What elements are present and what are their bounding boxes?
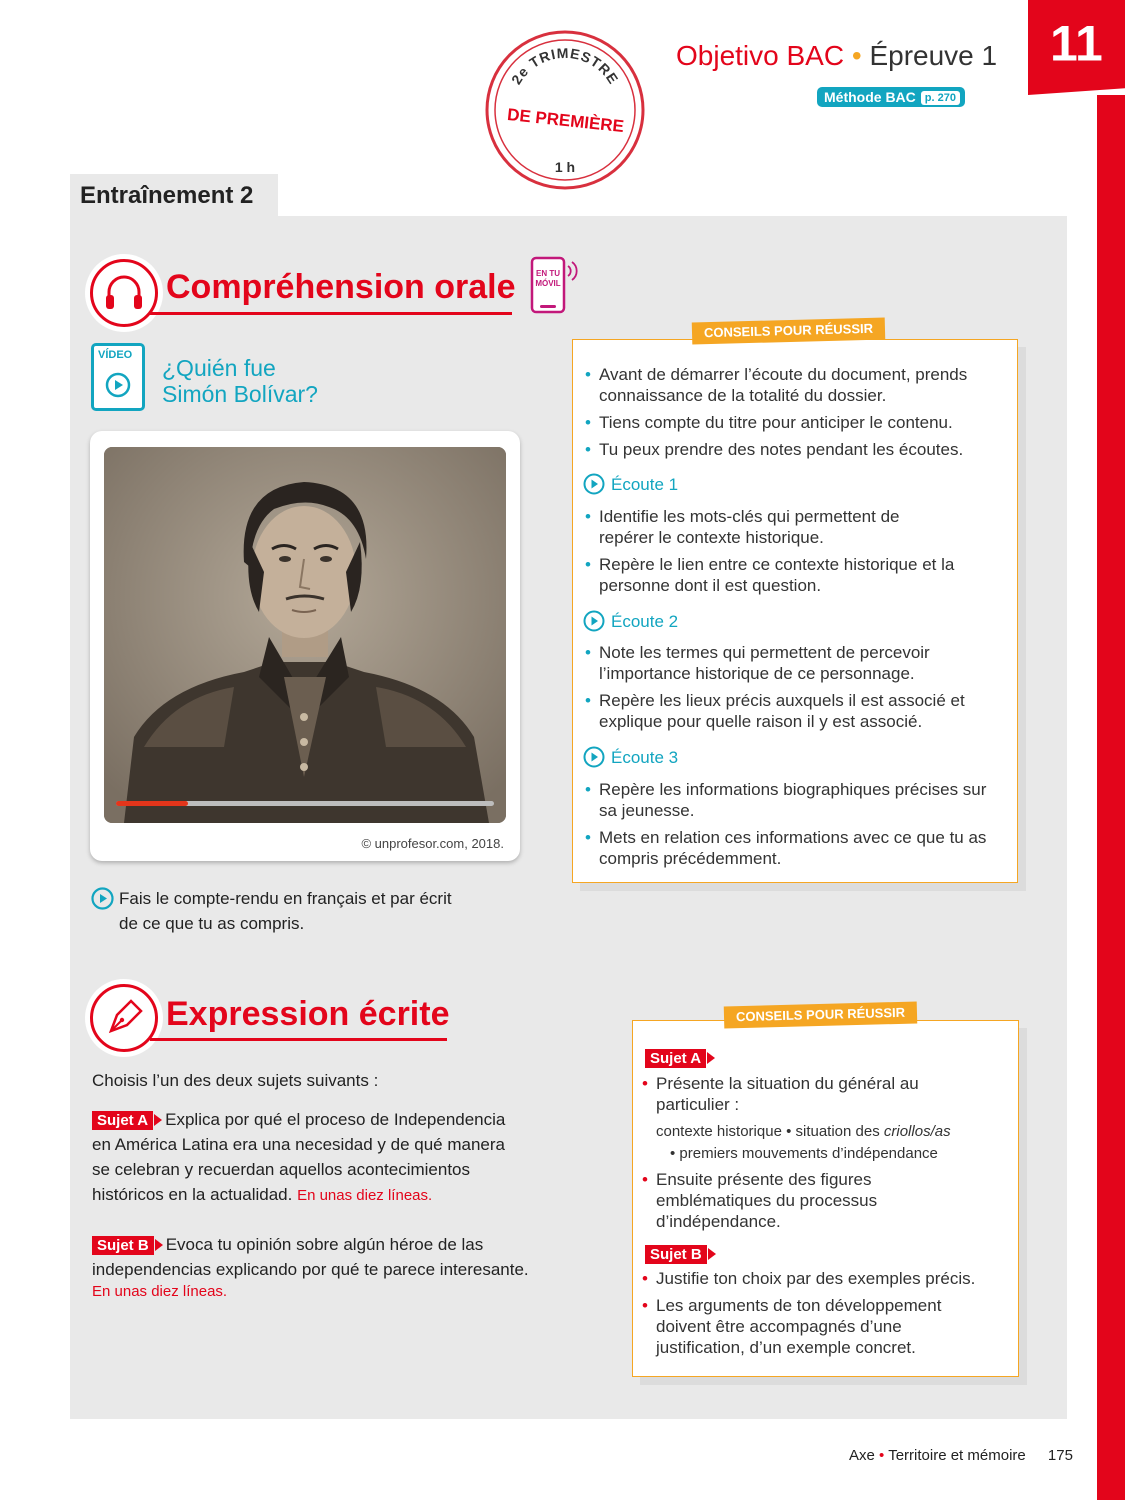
- chapter-side-bar: [1097, 95, 1125, 1500]
- photo-credit: © unprofesor.com, 2018.: [361, 836, 504, 851]
- conseils-tag: CONSEILS POUR RÉUSSIR: [692, 317, 886, 344]
- expression-title: Expression écrite: [166, 995, 450, 1033]
- svg-text:MÓVIL: MÓVIL: [535, 279, 561, 288]
- sujet-b-text: Sujet B Evoca tu opinión sobre algún héroe de las independencias explicando por qué te parece interesante. En unas diez líneas.: [92, 1232, 582, 1302]
- pen-nib-icon: [90, 984, 158, 1052]
- svg-text:2e TRIMESTRE: [508, 45, 622, 87]
- trimestre-stamp: [483, 28, 647, 192]
- entrainement-tab: Entraînement 2: [70, 174, 278, 216]
- ecoute-1-heading: Écoute 1: [583, 473, 678, 495]
- detail-line: • premiers mouvements d’indépendance: [670, 1145, 938, 1162]
- list-item: • Note les termes qui permettent de percevoir l’importance historique de ce personnage.: [599, 642, 989, 684]
- mobile-phone-icon[interactable]: [530, 256, 582, 314]
- comprehension-title: Compréhension orale: [166, 268, 516, 306]
- page-footer: Axe • Territoire et mémoire 175: [849, 1447, 1073, 1464]
- list-item: • Tu peux prendre des notes pendant les écoutes.: [599, 439, 1009, 460]
- ecoute-2-heading: Écoute 2: [583, 610, 678, 632]
- methode-page-ref: p. 270: [921, 91, 960, 105]
- list-item: • Présente la situation du général au particulier :: [656, 1073, 976, 1115]
- play-icon: [91, 887, 114, 910]
- sujet-a-text: Sujet A Explica por qué el proceso de Independencia en América Latina era una necesidad y de qué manera se celebran y recuerdan aquellos acontecimientos históricos en la actualidad. En unas diez líneas.: [92, 1110, 506, 1204]
- chapter-number-tab: 11: [1028, 0, 1125, 95]
- play-icon: [583, 746, 605, 768]
- ecoute-3-heading: Écoute 3: [583, 746, 678, 768]
- video-card: [90, 431, 520, 861]
- methode-bac-link[interactable]: Méthode BAC p. 270: [817, 87, 965, 107]
- sujet-b-hint: En unas diez líneas.: [92, 1283, 228, 1300]
- play-icon: [583, 473, 605, 495]
- video-progress-fill[interactable]: [116, 801, 188, 806]
- list-item: • Avant de démarrer l’écoute du document, prends connaissance de la totalité du dossier.: [599, 364, 1009, 406]
- conseils-tag: CONSEILS POUR RÉUSSIR: [724, 1001, 918, 1028]
- stamp-bottom-text: 1 h: [554, 159, 576, 175]
- page-number: 175: [1047, 1447, 1073, 1464]
- sujet-a-badge: Sujet A: [645, 1049, 706, 1068]
- stamp-middle-text: DE PREMIÈRE: [506, 104, 625, 137]
- list-item: • Repère les informations biographiques précises sur sa jeunesse.: [599, 779, 1009, 821]
- list-item: • Repère le lien entre ce contexte historique et la personne dont il est question.: [599, 554, 1009, 596]
- sujet-a-badge: Sujet A: [92, 1111, 153, 1130]
- simon-bolivar-portrait[interactable]: [104, 447, 506, 823]
- list-item: • Justifie ton choix par des exemples précis.: [656, 1268, 1016, 1289]
- list-item: • Ensuite présente des figures emblématiques du processus d’indépendance.: [656, 1169, 926, 1232]
- detail-line: contexte historique • situation des criollos/as: [656, 1123, 951, 1140]
- play-icon: [105, 372, 131, 398]
- expression-intro: Choisis l’un des deux sujets suivants :: [92, 1071, 379, 1090]
- page-title: Objetivo BAC • Épreuve 1: [676, 40, 998, 71]
- sujet-b-badge: Sujet B: [645, 1245, 707, 1264]
- stamp-top-text: 2e TRIMESTRE: [507, 44, 622, 88]
- list-item: • Tiens compte du titre pour anticiper le contenu.: [599, 412, 1009, 433]
- list-item: • Identifie les mots-clés qui permettent de repérer le contexte historique.: [599, 506, 929, 548]
- video-icon[interactable]: VÍDEO: [91, 343, 145, 411]
- sujet-b-badge: Sujet B: [92, 1236, 154, 1255]
- sujet-a-hint: En unas diez líneas.: [297, 1187, 433, 1204]
- video-title: ¿Quién fue Simón Bolívar?: [162, 355, 318, 407]
- conseils-box-comprehension: [572, 339, 1018, 883]
- list-item: • Repère les lieux précis auxquels il est associé et explique pour quelle raison il y est associé.: [599, 690, 1009, 732]
- play-icon: [583, 610, 605, 632]
- list-item: • Les arguments de ton développement doivent être accompagnés d’une justification, d’un exemple concret.: [656, 1295, 986, 1358]
- list-item: • Mets en relation ces informations avec ce que tu as compris précédemment.: [599, 827, 999, 869]
- svg-text:EN TU: EN TU: [536, 269, 560, 278]
- conseils-box-expression: [632, 1020, 1019, 1377]
- headphones-icon: [90, 259, 158, 327]
